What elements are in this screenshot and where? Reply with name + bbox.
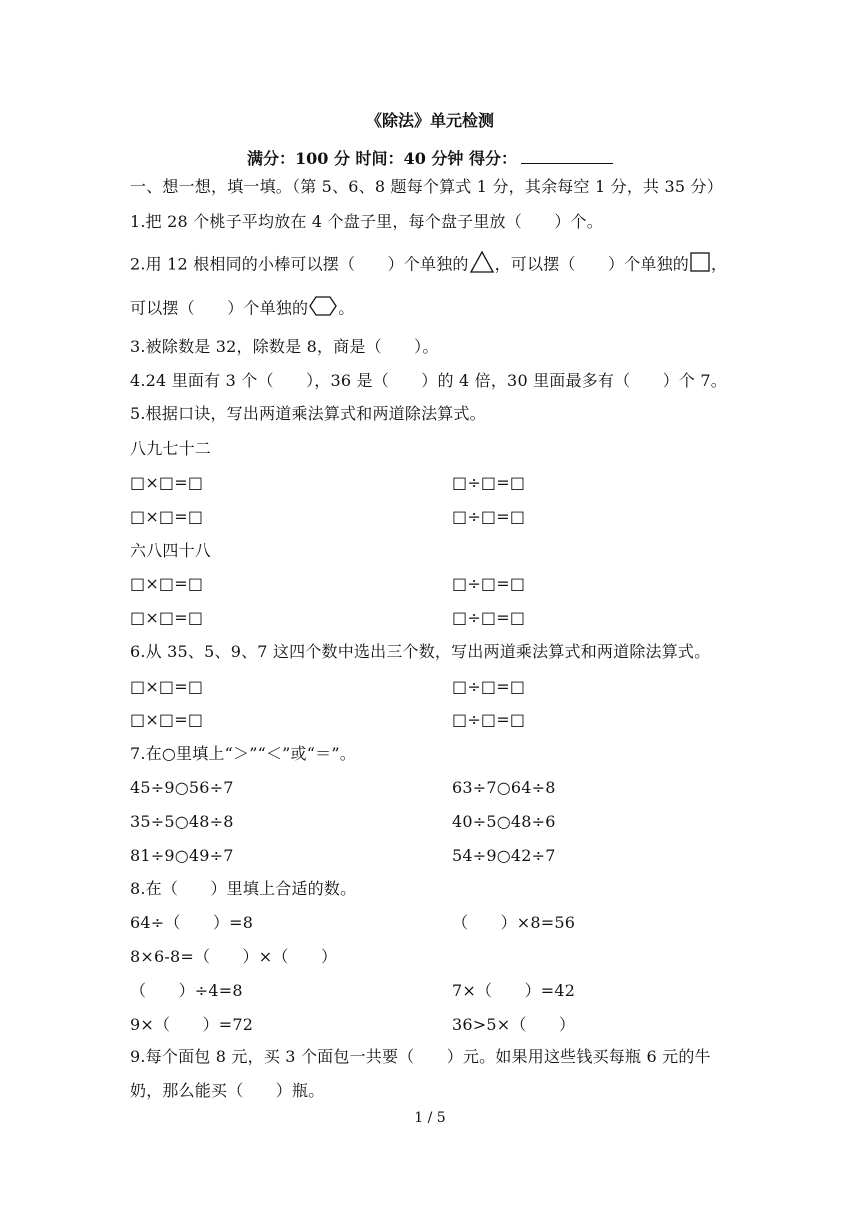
division-blank[interactable]: □÷□=□ bbox=[452, 473, 526, 492]
section-1-heading: 一、想一想，填一填。（第 5、6、8 题每个算式 1 分，其余每空 1 分，共 35 分） bbox=[130, 177, 723, 196]
square-icon bbox=[689, 251, 711, 279]
q8-row-1 bbox=[130, 912, 576, 934]
compare-item[interactable]: 63÷7○64÷8 bbox=[452, 778, 556, 797]
compare-item[interactable]: 45÷9○56÷7 bbox=[130, 778, 234, 797]
triangle-icon bbox=[469, 250, 495, 280]
q2-part-c: ， bbox=[711, 254, 728, 274]
multiplication-blank[interactable]: □×□=□ bbox=[130, 473, 204, 492]
page-title: 《除法》单元检测 bbox=[365, 111, 494, 130]
q8-row-2 bbox=[130, 946, 337, 968]
q8-row-3 bbox=[130, 980, 576, 1002]
division-blank[interactable]: □÷□=□ bbox=[452, 677, 526, 696]
fill-item[interactable]: 9×（ ）=72 bbox=[130, 1015, 254, 1034]
question-1: 1.把 28 个桃子平均放在 4 个盘子里，每个盘子里放（ ）个。 bbox=[130, 212, 603, 231]
exam-info bbox=[0, 146, 860, 169]
multiplication-blank[interactable]: □×□=□ bbox=[130, 574, 204, 593]
question-2-line1 bbox=[130, 250, 727, 280]
question-9-line2: 奶，那么能买（ ）瓶。 bbox=[130, 1081, 325, 1100]
q6-row-2 bbox=[130, 709, 526, 731]
compare-item[interactable]: 35÷5○48÷8 bbox=[130, 812, 234, 831]
multiplication-blank[interactable]: □×□=□ bbox=[130, 507, 204, 526]
compare-item[interactable]: 40÷5○48÷6 bbox=[452, 812, 556, 831]
page-number: 1 / 5 bbox=[414, 1110, 446, 1126]
multiplication-blank[interactable]: □×□=□ bbox=[130, 677, 204, 696]
multiplication-blank[interactable]: □×□=□ bbox=[130, 608, 204, 627]
q5-row-2 bbox=[130, 506, 526, 528]
q5-rhyme-2: 六八四十八 bbox=[130, 541, 212, 560]
q7-row-1 bbox=[130, 777, 556, 799]
question-2-line2 bbox=[130, 295, 354, 323]
question-4: 4.24 里面有 3 个（ ），36 是（ ）的 4 倍，30 里面最多有（ ）个 7。 bbox=[130, 371, 727, 390]
q5-row-3 bbox=[130, 573, 526, 595]
q7-row-3 bbox=[130, 845, 556, 867]
question-9-line1: 9.每个面包 8 元，买 3 个面包一共要（ ）元。如果用这些钱买每瓶 6 元的牛 bbox=[130, 1047, 711, 1066]
q8-row-4 bbox=[130, 1014, 576, 1036]
question-3: 3.被除数是 32，除数是 8，商是（ ）。 bbox=[130, 337, 439, 356]
q5-rhyme-1: 八九七十二 bbox=[130, 439, 212, 458]
q2-part-b: ，可以摆（ ）个单独的 bbox=[494, 254, 690, 274]
question-8: 8.在（ ）里填上合适的数。 bbox=[130, 879, 357, 898]
fill-item[interactable]: 7×（ ）=42 bbox=[452, 981, 576, 1000]
hexagon-icon bbox=[308, 295, 338, 323]
compare-item[interactable]: 81÷9○49÷7 bbox=[130, 846, 234, 865]
question-6: 6.从 35、5、9、7 这四个数中选出三个数，写出两道乘法算式和两道除法算式。 bbox=[130, 642, 711, 661]
division-blank[interactable]: □÷□=□ bbox=[452, 710, 526, 729]
score-blank[interactable] bbox=[521, 149, 613, 164]
multiplication-blank[interactable]: □×□=□ bbox=[130, 710, 204, 729]
division-blank[interactable]: □÷□=□ bbox=[452, 608, 526, 627]
exam-info-text: 满分：100 分 时间：40 分钟 得分： bbox=[247, 149, 517, 168]
division-blank[interactable]: □÷□=□ bbox=[452, 507, 526, 526]
q2-part-e: 。 bbox=[338, 298, 355, 318]
compare-item[interactable]: 54÷9○42÷7 bbox=[452, 846, 556, 865]
fill-item[interactable]: 36>5×（ ） bbox=[452, 1015, 576, 1034]
fill-item[interactable]: （ ）×8=56 bbox=[452, 913, 576, 932]
q5-row-1 bbox=[130, 472, 526, 494]
q2-part-d: 可以摆（ ）个单独的 bbox=[130, 298, 309, 318]
fill-item[interactable]: （ ）÷4=8 bbox=[130, 981, 243, 1000]
q6-row-1 bbox=[130, 676, 526, 698]
q7-row-2 bbox=[130, 811, 556, 833]
fill-item[interactable]: 8×6-8=（ ）×（ ） bbox=[130, 947, 338, 966]
division-blank[interactable]: □÷□=□ bbox=[452, 574, 526, 593]
question-7: 7.在○里填上“＞”“＜”或“＝”。 bbox=[130, 744, 356, 763]
q5-row-4 bbox=[130, 607, 526, 629]
q2-part-a: 2.用 12 根相同的小棒可以摆（ ）个单独的 bbox=[130, 254, 469, 274]
question-5: 5.根据口诀，写出两道乘法算式和两道除法算式。 bbox=[130, 404, 486, 423]
fill-item[interactable]: 64÷（ ）=8 bbox=[130, 913, 254, 932]
